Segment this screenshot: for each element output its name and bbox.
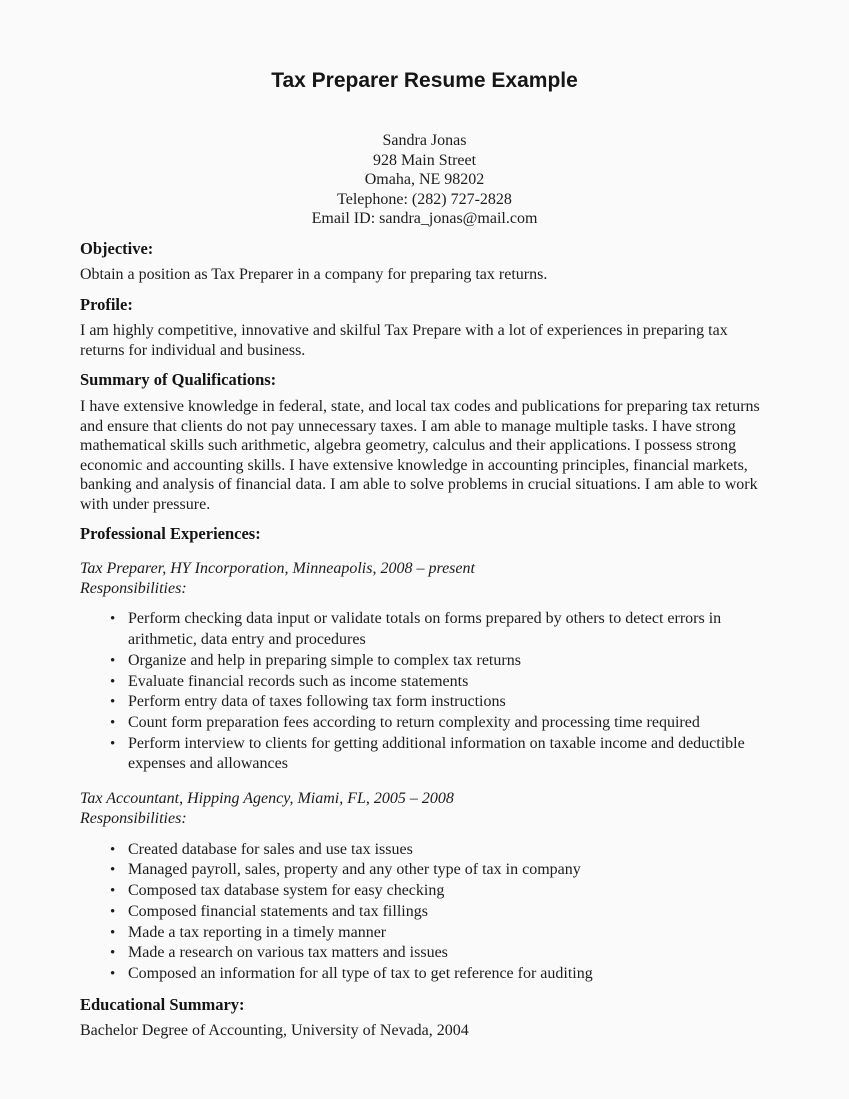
- bullet-item: • Made a tax reporting in a timely manner: [110, 923, 770, 944]
- bullet-item: • Organize and help in preparing simple to complex tax returns: [110, 651, 770, 672]
- section-educational-summary: [80, 995, 770, 1041]
- job-title-line: [80, 789, 770, 829]
- profile-heading: Profile:: [80, 294, 133, 314]
- contact-name: Sandra Jonas: [382, 132, 467, 150]
- job-entry: [80, 559, 770, 775]
- bullet-item: • Count form preparation fees according to return complexity and processing time required: [110, 713, 770, 734]
- responsibilities-label: Responsibilities:: [80, 579, 187, 597]
- contact-city-state-zip: Omaha, NE 98202: [364, 171, 485, 189]
- job-title-text: Tax Accountant, Hipping Agency, Miami, FL, 2005 – 2008: [80, 790, 454, 808]
- resume-body: [0, 239, 849, 1041]
- summary-text: I have extensive knowledge in federal, state, and local tax codes and publications for preparing tax returns and ensure that clients do not pay unnecessary taxes. I am able to manage multiple tasks. I have strong mathematical skills such arithmetic, algebra geometry, calculus and their applications. I possess strong economic and accounting skills. I have extensive knowledge in accounting principles, financial markets, banking and analysis of financial data. I am able to solve problems in crucial situations. I am able to work with under pressure.: [80, 398, 760, 513]
- profile-text: I am highly competitive, innovative and skilful Tax Prepare with a lot of experiences in preparing tax returns for individual and business.: [80, 322, 728, 359]
- experience-heading: Professional Experiences:: [80, 524, 261, 544]
- job-title-text: Tax Preparer, HY Incorporation, Minneapolis, 2008 – present: [80, 559, 475, 577]
- section-summary-of-qualifications: [80, 370, 770, 514]
- bullet-item: • Made a research on various tax matters and issues: [110, 943, 770, 964]
- education-text: Bachelor Degree of Accounting, University of Nevada, 2004: [80, 1022, 469, 1040]
- section-professional-experiences: [80, 524, 770, 984]
- contact-block: [0, 131, 849, 229]
- bullet-item: • Perform checking data input or validate totals on forms prepared by others to detect errors in arithmetic, data entry and procedures: [110, 609, 770, 650]
- section-objective: [80, 239, 770, 285]
- bullet-item: • Composed financial statements and tax fillings: [110, 902, 770, 923]
- page-title: Tax Preparer Resume Example: [271, 69, 578, 92]
- contact-street: 928 Main Street: [372, 151, 477, 169]
- bullet-item: • Created database for sales and use tax issues: [110, 840, 770, 861]
- job-bullet-list: [80, 609, 770, 775]
- contact-email: Email ID: sandra_jonas@mail.com: [311, 210, 538, 228]
- bullet-item: • Evaluate financial records such as income statements: [110, 672, 770, 693]
- objective-heading: Objective:: [80, 238, 154, 258]
- job-entry: [80, 789, 770, 985]
- education-heading: Educational Summary:: [80, 994, 245, 1014]
- bullet-item: • Perform entry data of taxes following tax form instructions: [110, 692, 770, 713]
- contact-telephone: Telephone: (282) 727-2828: [337, 190, 512, 208]
- bullet-item: • Managed payroll, sales, property and any other type of tax in company: [110, 860, 770, 881]
- bullet-item: • Composed tax database system for easy checking: [110, 881, 770, 902]
- objective-text: Obtain a position as Tax Preparer in a company for preparing tax returns.: [80, 266, 548, 284]
- summary-heading: Summary of Qualifications:: [80, 370, 277, 390]
- job-bullet-list: [80, 840, 770, 985]
- section-profile: [80, 295, 770, 361]
- bullet-item: • Composed an information for all type of tax to get reference for auditing: [110, 964, 770, 985]
- job-title-line: [80, 559, 770, 599]
- responsibilities-label: Responsibilities:: [80, 809, 187, 827]
- bullet-item: • Perform interview to clients for getting additional information on taxable income and deductible expenses and allowances: [110, 734, 770, 775]
